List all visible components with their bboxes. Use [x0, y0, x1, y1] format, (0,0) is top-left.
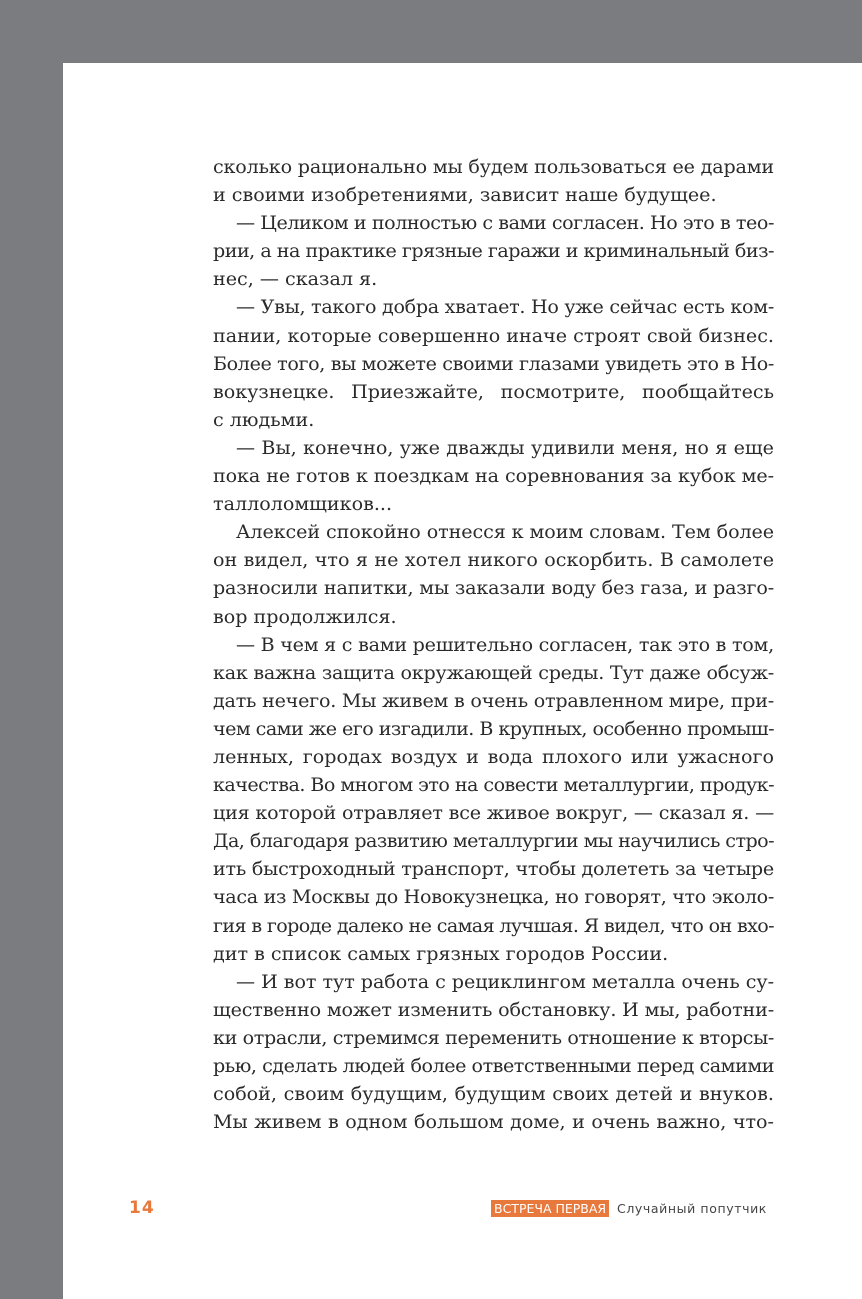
text-line: таллоломщиков...: [213, 492, 393, 516]
text-line: ки отрасли, стремимся переменить отношение к вторсы-: [213, 1025, 774, 1049]
text-line: — Вы, конечно, уже дважды удивили меня, но я еще: [236, 435, 774, 459]
text-line: сколько рационально мы будем пользоваться ее дарами: [213, 155, 774, 178]
text-line: пании, которые совершенно иначе строят свой бизнес.: [213, 323, 774, 347]
text-line: как важна защита окружающей среды. Тут даже обсуж-: [213, 660, 774, 684]
text-line: — Увы, такого добра хватает. Но уже сейчас есть ком-: [236, 295, 774, 319]
text-line: разносили напитки, мы заказали воду без газа, и разго-: [213, 576, 774, 600]
text-line: пока не готов к поездкам на соревнования за кубок ме-: [213, 464, 774, 488]
text-line: — В чем я с вами решительно согласен, так это в том,: [236, 632, 774, 656]
text-line: — И вот тут работа с рециклингом металла очень су-: [236, 969, 774, 993]
book-page: [63, 63, 862, 1299]
text-line: часа из Москвы до Новокузнецка, но говорят, что эколо-: [213, 885, 774, 909]
text-line: он видел, что я не хотел никого оскорбить. В самолете: [213, 548, 774, 572]
text-line: — Целиком и полностью с вами согласен. Но это в тео-: [236, 211, 774, 235]
text-line: собой, своим будущим, будущим своих детей и внуков.: [213, 1082, 774, 1106]
text-line: рью, сделать людей более ответственными перед самими: [213, 1054, 774, 1077]
text-line: щественно может изменить обстановку. И мы, работни-: [213, 997, 774, 1021]
text-line: ленных, городах воздух и вода плохого или ужасного: [213, 744, 774, 768]
page-number: 14: [129, 1198, 155, 1218]
text-line: нес, — сказал я.: [213, 267, 378, 291]
text-line: вор продолжился.: [213, 604, 397, 628]
text-line: дать нечего. Мы живем в очень отравленном мире, при-: [213, 688, 774, 712]
text-line: качества. Во многом это на совести металлургии, продук-: [213, 773, 774, 797]
text-line: рии, а на практике грязные гаражи и криминальный биз-: [213, 239, 774, 263]
text-line: Более того, вы можете своими глазами увидеть это в Но-: [213, 351, 774, 375]
text-line: Да, благодаря развитию металлургии мы научились стро-: [213, 829, 774, 853]
text-line: с людьми.: [213, 407, 315, 431]
text-line: гия в городе далеко не самая лучшая. Я видел, что он вхо-: [213, 913, 774, 937]
text-line: чем сами же его изгадили. В крупных, особенно промыш-: [213, 716, 774, 740]
text-line: дит в список самых грязных городов России.: [213, 941, 669, 965]
text-line: и своими изобретениями, зависит наше будущее.: [213, 183, 717, 207]
text-line: ить быстроходный транспорт, чтобы долететь за четыре: [213, 857, 774, 881]
page-footer: [63, 1196, 862, 1226]
chapter-tag: ВСТРЕЧА ПЕРВАЯ: [491, 1200, 609, 1217]
chapter-title: Случайный попутчик: [617, 1201, 767, 1216]
body-text: [213, 153, 774, 1136]
text-line: вокузнецке. Приезжайте, посмотрите, пообщайтесь: [213, 379, 774, 403]
text-line: Мы живем в одном большом доме, и очень важно, что-: [213, 1110, 774, 1134]
text-line: Алексей спокойно отнесся к моим словам. Тем более: [236, 520, 774, 544]
text-line: ция которой отравляет все живое вокруг, — сказал я. —: [213, 801, 774, 825]
